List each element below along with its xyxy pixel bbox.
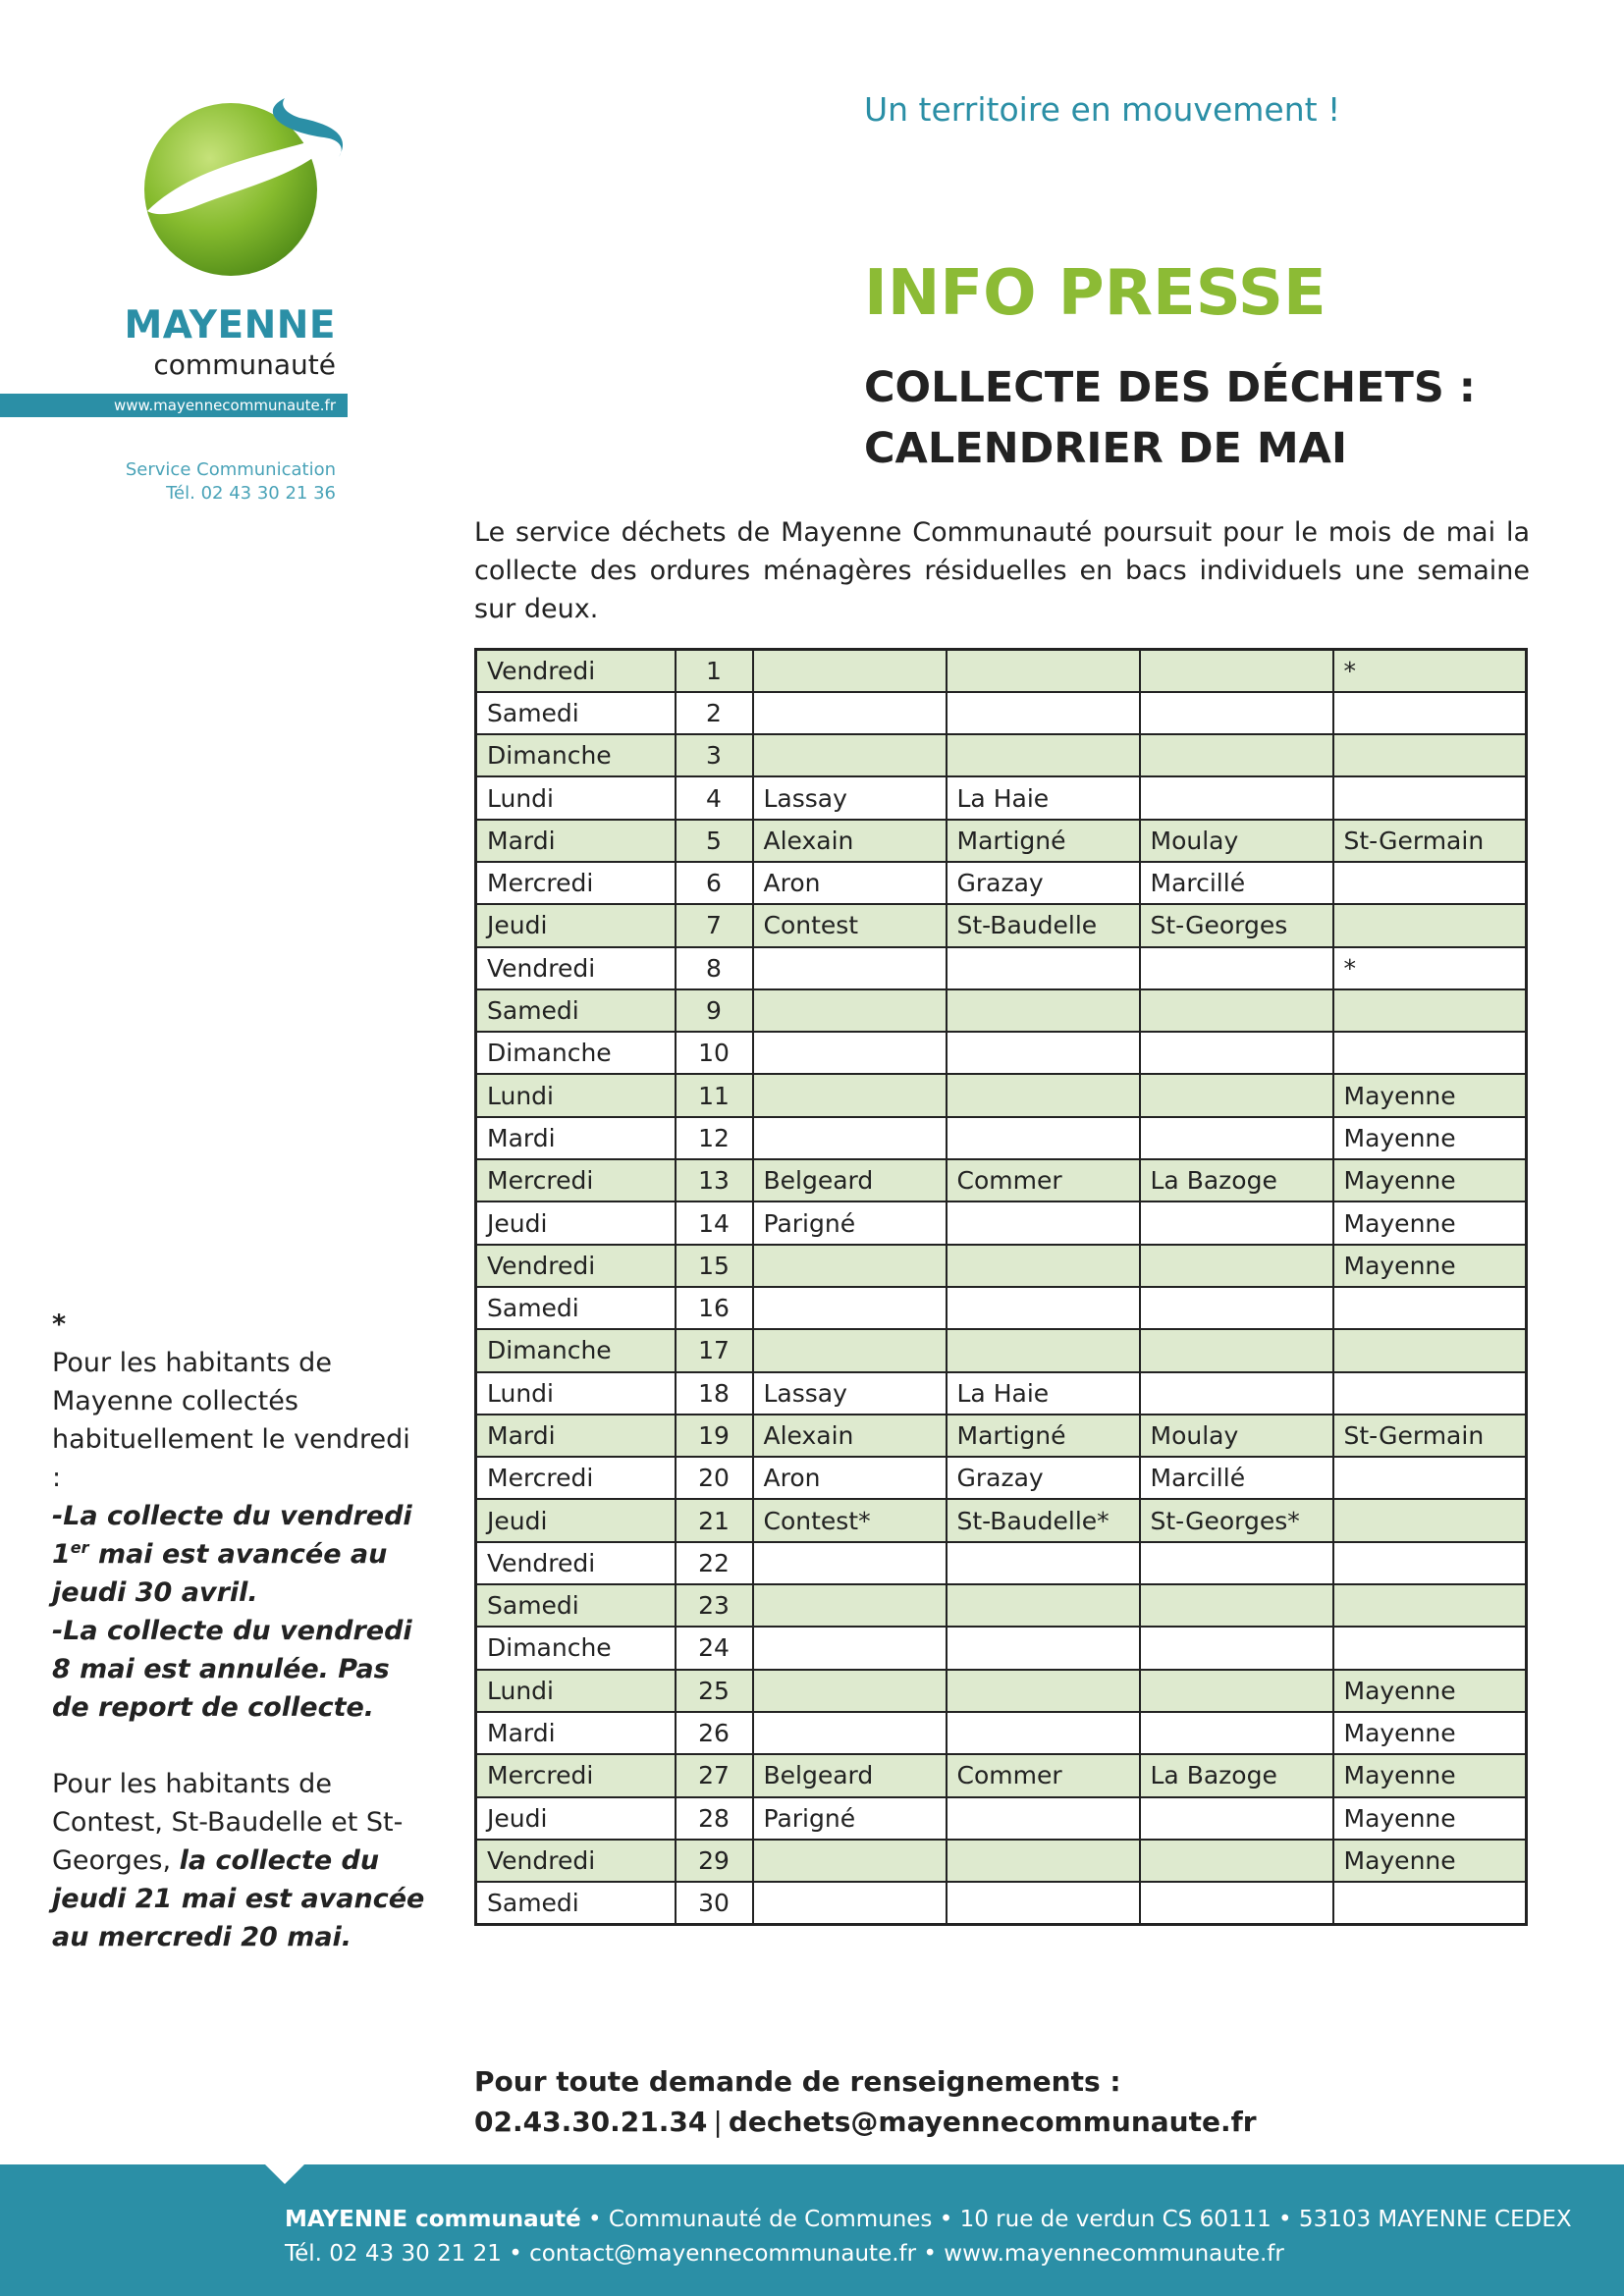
cell-day: Lundi bbox=[476, 1074, 676, 1116]
cell-commune-4 bbox=[1333, 1882, 1527, 1924]
cell-commune-3 bbox=[1140, 989, 1333, 1032]
cell-commune-2 bbox=[947, 1329, 1140, 1371]
table-row bbox=[476, 1542, 1527, 1584]
cell-commune-3: Moulay bbox=[1140, 820, 1333, 862]
cell-commune-2 bbox=[947, 1627, 1140, 1669]
cell-commune-3 bbox=[1140, 1372, 1333, 1415]
contact-line bbox=[474, 2106, 1257, 2138]
cell-commune-1 bbox=[753, 1245, 947, 1287]
cell-commune-4 bbox=[1333, 1329, 1527, 1371]
service-contact bbox=[39, 458, 336, 506]
logo-mark bbox=[137, 93, 349, 280]
cell-day: Lundi bbox=[476, 1670, 676, 1712]
cell-commune-4: * bbox=[1333, 947, 1527, 989]
cell-day: Jeudi bbox=[476, 1201, 676, 1244]
cell-date: 3 bbox=[676, 734, 753, 776]
cell-commune-2 bbox=[947, 1201, 1140, 1244]
note-paragraph-2 bbox=[52, 1765, 425, 1956]
cell-day: Jeudi bbox=[476, 904, 676, 946]
cell-day: Mercredi bbox=[476, 1457, 676, 1499]
cell-commune-1: Contest* bbox=[753, 1499, 947, 1541]
cell-commune-3: Marcillé bbox=[1140, 1457, 1333, 1499]
table-row bbox=[476, 650, 1527, 692]
table-row bbox=[476, 904, 1527, 946]
brand-url: www.mayennecommunaute.fr bbox=[113, 397, 336, 414]
table-row bbox=[476, 734, 1527, 776]
subtitle-line-1: COLLECTE DES DÉCHETS : bbox=[864, 363, 1476, 412]
cell-date: 25 bbox=[676, 1670, 753, 1712]
cell-commune-1 bbox=[753, 1584, 947, 1627]
cell-commune-4 bbox=[1333, 1457, 1527, 1499]
cell-day: Mardi bbox=[476, 1117, 676, 1159]
cell-commune-2 bbox=[947, 1712, 1140, 1754]
cell-commune-1: Lassay bbox=[753, 776, 947, 819]
cell-commune-4: Mayenne bbox=[1333, 1117, 1527, 1159]
cell-day: Vendredi bbox=[476, 947, 676, 989]
cell-commune-3 bbox=[1140, 1712, 1333, 1754]
cell-date: 13 bbox=[676, 1159, 753, 1201]
cell-commune-4 bbox=[1333, 1287, 1527, 1329]
cell-commune-4 bbox=[1333, 1542, 1527, 1584]
cell-day: Vendredi bbox=[476, 1542, 676, 1584]
table-row bbox=[476, 1329, 1527, 1371]
cell-commune-2: St-Baudelle* bbox=[947, 1499, 1140, 1541]
cell-commune-3: St-Georges* bbox=[1140, 1499, 1333, 1541]
table-row bbox=[476, 1584, 1527, 1627]
table-row bbox=[476, 1287, 1527, 1329]
cell-commune-2 bbox=[947, 692, 1140, 734]
table-row bbox=[476, 989, 1527, 1032]
cell-commune-2: La Haie bbox=[947, 1372, 1140, 1415]
cell-commune-4 bbox=[1333, 1499, 1527, 1541]
cell-date: 22 bbox=[676, 1542, 753, 1584]
cell-commune-2 bbox=[947, 1245, 1140, 1287]
cell-commune-1 bbox=[753, 947, 947, 989]
cell-commune-2 bbox=[947, 1840, 1140, 1882]
footer-org: MAYENNE communauté bbox=[285, 2207, 581, 2232]
cell-commune-4: Mayenne bbox=[1333, 1670, 1527, 1712]
cell-commune-1 bbox=[753, 1074, 947, 1116]
cell-commune-1: Alexain bbox=[753, 820, 947, 862]
cell-commune-1: Contest bbox=[753, 904, 947, 946]
cell-commune-3 bbox=[1140, 1287, 1333, 1329]
cell-commune-2 bbox=[947, 1797, 1140, 1840]
cell-commune-4: Mayenne bbox=[1333, 1797, 1527, 1840]
cell-commune-1 bbox=[753, 1627, 947, 1669]
table-row bbox=[476, 1712, 1527, 1754]
cell-day: Vendredi bbox=[476, 650, 676, 692]
cell-date: 26 bbox=[676, 1712, 753, 1754]
cell-commune-4: * bbox=[1333, 650, 1527, 692]
cell-day: Dimanche bbox=[476, 734, 676, 776]
cell-commune-1 bbox=[753, 1117, 947, 1159]
cell-day: Lundi bbox=[476, 1372, 676, 1415]
cell-commune-3 bbox=[1140, 1245, 1333, 1287]
cell-commune-3: Moulay bbox=[1140, 1415, 1333, 1457]
cell-day: Samedi bbox=[476, 989, 676, 1032]
cell-commune-4: St-Germain bbox=[1333, 820, 1527, 862]
cell-commune-4 bbox=[1333, 734, 1527, 776]
cell-commune-1 bbox=[753, 1840, 947, 1882]
cell-commune-1 bbox=[753, 1329, 947, 1371]
cell-commune-3 bbox=[1140, 1627, 1333, 1669]
tagline: Un territoire en mouvement ! bbox=[864, 90, 1341, 129]
cell-day: Lundi bbox=[476, 776, 676, 819]
table-row bbox=[476, 1032, 1527, 1074]
cell-commune-4: Mayenne bbox=[1333, 1754, 1527, 1796]
brand-name: MAYENNE bbox=[124, 303, 336, 347]
cell-date: 15 bbox=[676, 1245, 753, 1287]
cell-date: 8 bbox=[676, 947, 753, 989]
table-row bbox=[476, 1201, 1527, 1244]
cell-commune-2 bbox=[947, 1032, 1140, 1074]
note-bold-3: la collecte du jeudi 21 mai est avancée au mercredi 20 mai. bbox=[52, 1845, 425, 1952]
cell-commune-4 bbox=[1333, 989, 1527, 1032]
cell-commune-3 bbox=[1140, 650, 1333, 692]
cell-commune-3 bbox=[1140, 1201, 1333, 1244]
cell-commune-4 bbox=[1333, 1032, 1527, 1074]
sidebar-note bbox=[52, 1306, 425, 1956]
cell-day: Mercredi bbox=[476, 1754, 676, 1796]
cell-date: 23 bbox=[676, 1584, 753, 1627]
cell-commune-1 bbox=[753, 650, 947, 692]
cell-date: 18 bbox=[676, 1372, 753, 1415]
table-row bbox=[476, 1415, 1527, 1457]
cell-commune-4 bbox=[1333, 1372, 1527, 1415]
cell-day: Mardi bbox=[476, 1415, 676, 1457]
cell-commune-3 bbox=[1140, 1584, 1333, 1627]
contact-heading: Pour toute demande de renseignements : bbox=[474, 2065, 1121, 2098]
table-row bbox=[476, 1754, 1527, 1796]
table-row bbox=[476, 1840, 1527, 1882]
cell-commune-1 bbox=[753, 1542, 947, 1584]
cell-commune-4 bbox=[1333, 692, 1527, 734]
cell-date: 4 bbox=[676, 776, 753, 819]
table-row bbox=[476, 1117, 1527, 1159]
table-row bbox=[476, 776, 1527, 819]
subtitle-line-2: CALENDRIER DE MAI bbox=[864, 424, 1347, 473]
cell-commune-3: La Bazoge bbox=[1140, 1159, 1333, 1201]
cell-commune-3: Marcillé bbox=[1140, 862, 1333, 904]
cell-day: Mercredi bbox=[476, 862, 676, 904]
table-row bbox=[476, 1882, 1527, 1924]
cell-date: 1 bbox=[676, 650, 753, 692]
note-bold-1-text: -La collecte du vendredi 1 bbox=[52, 1501, 412, 1570]
note-bold-1-sup: er bbox=[70, 1538, 89, 1557]
cell-date: 24 bbox=[676, 1627, 753, 1669]
table-row bbox=[476, 1499, 1527, 1541]
cell-commune-2 bbox=[947, 1117, 1140, 1159]
cell-commune-2 bbox=[947, 1542, 1140, 1584]
note-paragraph-1: Pour les habitants de Mayenne collectés habituellement le vendredi : bbox=[52, 1348, 410, 1493]
table-row bbox=[476, 1074, 1527, 1116]
cell-commune-1: Belgeard bbox=[753, 1754, 947, 1796]
cell-commune-2 bbox=[947, 1074, 1140, 1116]
cell-commune-1 bbox=[753, 692, 947, 734]
cell-commune-1 bbox=[753, 1882, 947, 1924]
cell-date: 16 bbox=[676, 1287, 753, 1329]
cell-commune-2: Martigné bbox=[947, 820, 1140, 862]
cell-commune-2: Grazay bbox=[947, 1457, 1140, 1499]
cell-date: 30 bbox=[676, 1882, 753, 1924]
table-row bbox=[476, 1627, 1527, 1669]
cell-day: Mardi bbox=[476, 1712, 676, 1754]
cell-commune-1 bbox=[753, 989, 947, 1032]
cell-day: Vendredi bbox=[476, 1840, 676, 1882]
note-bold-1 bbox=[52, 1497, 425, 1612]
service-phone: Tél. 02 43 30 21 36 bbox=[166, 483, 336, 504]
table-row bbox=[476, 1372, 1527, 1415]
cell-commune-2: Martigné bbox=[947, 1415, 1140, 1457]
cell-date: 19 bbox=[676, 1415, 753, 1457]
cell-commune-4: St-Germain bbox=[1333, 1415, 1527, 1457]
cell-date: 27 bbox=[676, 1754, 753, 1796]
cell-commune-4 bbox=[1333, 904, 1527, 946]
cell-commune-3 bbox=[1140, 1117, 1333, 1159]
cell-commune-2: Commer bbox=[947, 1754, 1140, 1796]
cell-commune-2 bbox=[947, 734, 1140, 776]
cell-date: 5 bbox=[676, 820, 753, 862]
table-row bbox=[476, 862, 1527, 904]
cell-day: Dimanche bbox=[476, 1627, 676, 1669]
cell-commune-4: Mayenne bbox=[1333, 1074, 1527, 1116]
cell-date: 12 bbox=[676, 1117, 753, 1159]
cell-commune-3 bbox=[1140, 1074, 1333, 1116]
cell-commune-1: Parigné bbox=[753, 1201, 947, 1244]
cell-commune-2 bbox=[947, 1670, 1140, 1712]
cell-commune-2 bbox=[947, 650, 1140, 692]
cell-commune-3 bbox=[1140, 776, 1333, 819]
cell-commune-2: Commer bbox=[947, 1159, 1140, 1201]
cell-day: Mercredi bbox=[476, 1159, 676, 1201]
note-bold-1-rest: mai est avancée au jeudi 30 avril. bbox=[52, 1539, 388, 1608]
cell-commune-1: Aron bbox=[753, 862, 947, 904]
cell-commune-2: Grazay bbox=[947, 862, 1140, 904]
cell-date: 17 bbox=[676, 1329, 753, 1371]
cell-commune-4: Mayenne bbox=[1333, 1201, 1527, 1244]
cell-commune-3 bbox=[1140, 947, 1333, 989]
cell-date: 6 bbox=[676, 862, 753, 904]
cell-date: 20 bbox=[676, 1457, 753, 1499]
table-row bbox=[476, 1670, 1527, 1712]
service-name: Service Communication bbox=[125, 459, 336, 480]
cell-commune-4 bbox=[1333, 862, 1527, 904]
cell-commune-4 bbox=[1333, 1627, 1527, 1669]
contact-separator: | bbox=[713, 2106, 723, 2138]
cell-commune-3 bbox=[1140, 692, 1333, 734]
table-row bbox=[476, 947, 1527, 989]
table-row bbox=[476, 1797, 1527, 1840]
footer-address bbox=[285, 2207, 1572, 2232]
page-title: INFO PRESSE bbox=[864, 257, 1326, 330]
cell-date: 2 bbox=[676, 692, 753, 734]
cell-commune-2: St-Baudelle bbox=[947, 904, 1140, 946]
cell-day: Samedi bbox=[476, 1882, 676, 1924]
cell-day: Dimanche bbox=[476, 1329, 676, 1371]
cell-commune-4: Mayenne bbox=[1333, 1245, 1527, 1287]
cell-commune-3 bbox=[1140, 1542, 1333, 1584]
cell-date: 9 bbox=[676, 989, 753, 1032]
cell-day: Samedi bbox=[476, 1584, 676, 1627]
cell-commune-3 bbox=[1140, 1032, 1333, 1074]
cell-commune-2 bbox=[947, 947, 1140, 989]
cell-commune-1: Parigné bbox=[753, 1797, 947, 1840]
table-row bbox=[476, 820, 1527, 862]
cell-commune-1: Belgeard bbox=[753, 1159, 947, 1201]
cell-date: 10 bbox=[676, 1032, 753, 1074]
cell-commune-3 bbox=[1140, 1670, 1333, 1712]
cell-commune-4: Mayenne bbox=[1333, 1159, 1527, 1201]
table-row bbox=[476, 1159, 1527, 1201]
cell-commune-3 bbox=[1140, 1797, 1333, 1840]
cell-commune-1 bbox=[753, 734, 947, 776]
cell-date: 11 bbox=[676, 1074, 753, 1116]
cell-commune-3 bbox=[1140, 734, 1333, 776]
cell-date: 21 bbox=[676, 1499, 753, 1541]
footer-address-text: • Communauté de Communes • 10 rue de verdun CS 60111 • 53103 MAYENNE CEDEX bbox=[580, 2207, 1572, 2232]
cell-commune-3: La Bazoge bbox=[1140, 1754, 1333, 1796]
cell-commune-2 bbox=[947, 1882, 1140, 1924]
cell-day: Dimanche bbox=[476, 1032, 676, 1074]
table-row bbox=[476, 1245, 1527, 1287]
footer-notch bbox=[265, 2164, 304, 2184]
note-paragraph-2-text: Pour les habitants de Contest, St-Baudelle et St-Georges, bbox=[52, 1769, 404, 1876]
cell-day: Vendredi bbox=[476, 1245, 676, 1287]
note-bold-2: -La collecte du vendredi 8 mai est annulée. Pas de report de collecte. bbox=[52, 1616, 412, 1723]
cell-commune-3: St-Georges bbox=[1140, 904, 1333, 946]
cell-commune-1 bbox=[753, 1670, 947, 1712]
calendar-table bbox=[474, 648, 1528, 1926]
cell-date: 28 bbox=[676, 1797, 753, 1840]
cell-commune-3 bbox=[1140, 1329, 1333, 1371]
cell-date: 29 bbox=[676, 1840, 753, 1882]
intro-paragraph: Le service déchets de Mayenne Communauté poursuit pour le mois de mai la collecte des ordures ménagères résiduelles en bacs individuels une semaine sur deux. bbox=[474, 517, 1530, 624]
cell-commune-1 bbox=[753, 1032, 947, 1074]
contact-phone: 02.43.30.21.34 bbox=[474, 2106, 708, 2138]
cell-commune-4 bbox=[1333, 1584, 1527, 1627]
cell-commune-1: Alexain bbox=[753, 1415, 947, 1457]
cell-commune-2 bbox=[947, 1584, 1140, 1627]
table-row bbox=[476, 1457, 1527, 1499]
table-row bbox=[476, 692, 1527, 734]
note-asterisk: * bbox=[52, 1309, 67, 1340]
footer-contact: Tél. 02 43 30 21 21 • contact@mayennecommunaute.fr • www.mayennecommunaute.fr bbox=[285, 2241, 1284, 2267]
cell-commune-1: Aron bbox=[753, 1457, 947, 1499]
cell-commune-2 bbox=[947, 1287, 1140, 1329]
cell-day: Mardi bbox=[476, 820, 676, 862]
cell-commune-1: Lassay bbox=[753, 1372, 947, 1415]
contact-email[interactable]: dechets@mayennecommunaute.fr bbox=[728, 2106, 1257, 2138]
cell-commune-3 bbox=[1140, 1882, 1333, 1924]
cell-date: 14 bbox=[676, 1201, 753, 1244]
cell-commune-2 bbox=[947, 989, 1140, 1032]
cell-day: Jeudi bbox=[476, 1499, 676, 1541]
cell-commune-3 bbox=[1140, 1840, 1333, 1882]
cell-commune-4: Mayenne bbox=[1333, 1712, 1527, 1754]
cell-day: Jeudi bbox=[476, 1797, 676, 1840]
cell-day: Samedi bbox=[476, 692, 676, 734]
cell-commune-4: Mayenne bbox=[1333, 1840, 1527, 1882]
cell-commune-1 bbox=[753, 1712, 947, 1754]
cell-day: Samedi bbox=[476, 1287, 676, 1329]
cell-commune-1 bbox=[753, 1287, 947, 1329]
cell-commune-4 bbox=[1333, 776, 1527, 819]
brand-subname: communauté bbox=[153, 348, 336, 381]
cell-date: 7 bbox=[676, 904, 753, 946]
cell-commune-2: La Haie bbox=[947, 776, 1140, 819]
